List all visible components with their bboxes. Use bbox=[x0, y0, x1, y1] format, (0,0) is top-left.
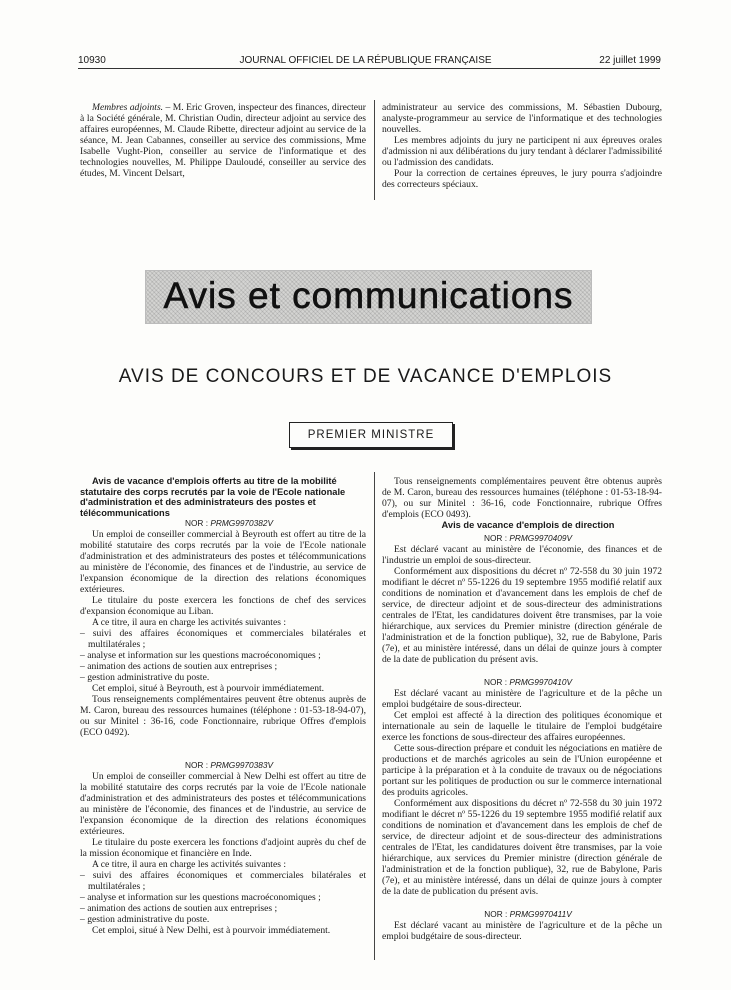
membres-adjoints-text: – M. Eric Groven, inspecteur des finances, directeur à la Société générale, M. Christian Oudin, directeur adjoint au service des affaires européennes, M. Claude Ribette, directeur adjoint au service de la séance, M. Jean Cabannes, conseiller au service des commissions, Mme Isabelle Vught-Pion, conseiller au service de l'informatique et des technologies nouvelles, M. Philippe Dauloudé, conseiller au service des études, M. Vincent Delsart, bbox=[80, 102, 366, 179]
paragraph: Les membres adjoints du jury ne participent ni aux épreuves orales d'admission ni aux délibérations du jury tendant à déclarer l'admissibilité ou l'admission des candidats. bbox=[382, 135, 662, 168]
nor-reference bbox=[80, 518, 366, 529]
header-rule bbox=[78, 68, 660, 69]
nor-label: NOR : bbox=[184, 760, 211, 770]
left-column bbox=[80, 476, 366, 936]
column-divider-top bbox=[374, 100, 375, 200]
paragraph: Est déclaré vacant au ministère de l'agriculture et de la pêche un emploi budgétaire de sous-directeur. bbox=[382, 920, 662, 942]
paragraph: Cet emploi, situé à New Delhi, est à pourvoir immédiatement. bbox=[92, 925, 331, 936]
list-item: – analyse et information sur les questions macroéconomiques ; bbox=[80, 650, 321, 661]
paragraph: Tous renseignements complémentaires peuvent être obtenus auprès de M. Caron, bureau des ressources humaines (téléphone : 01-53-18-94-07), ou sur Minitel : 36-16, code Fonctionnaire, rubrique Offres d'emplois (ECO 0492). bbox=[80, 694, 366, 738]
top-left-column bbox=[80, 102, 366, 179]
paragraph: Un emploi de conseiller commercial à Beyrouth est offert au titre de la mobilité statutaire des corps recrutés par la voie de l'Ecole nationale d'administration et des administrateurs des postes et télécommunications au ministère de l'économie, des finances et de l'industrie, au service de l'expansion économique de la direction des relations économiques extérieures. bbox=[80, 529, 366, 595]
nor-label: NOR : bbox=[483, 677, 510, 687]
banner-title: Avis et communications bbox=[163, 275, 574, 316]
nor-reference bbox=[382, 533, 662, 544]
paragraph: Conformément aux dispositions du décret nº 72-558 du 30 juin 1972 modifiant le décret nº 55-1226 du 19 septembre 1955 modifié relatif aux conditions de nomination et d'avancement dans les emplois de chef de service, de directeur adjoint et de sous-directeur des administrations centrales de l'Etat, les candidatures doivent être transmises, par la voie hiérarchique, aux services du Premier ministre (direction générale de l'administration et de la fonction publique), 32, rue de Babylone, Paris (7e), et au ministère intéressé, dans un délai de quinze jours à compter de la date de publication du présent avis. bbox=[382, 566, 662, 665]
list-item: – suivi des affaires économiques et commerciales bilatérales et multilatérales ; bbox=[80, 870, 366, 892]
top-right-column bbox=[382, 102, 662, 190]
list-item: – analyse et information sur les questions macroéconomiques ; bbox=[80, 892, 321, 903]
paragraph: administrateur au service des commissions, M. Sébastien Dubourg, analyste-programmeur au service de l'informatique et des technologies nouvelles. bbox=[382, 102, 662, 135]
list-item: – gestion administrative du poste. bbox=[80, 914, 210, 925]
paragraph: A ce titre, il aura en charge les activités suivantes : bbox=[92, 617, 287, 628]
nor-code: PRMG9970383V bbox=[210, 760, 274, 770]
section-banner bbox=[145, 270, 592, 324]
list-item: – gestion administrative du poste. bbox=[80, 672, 210, 683]
list-item: – suivi des affaires économiques et commerciales bilatérales et multilatérales ; bbox=[80, 628, 366, 650]
section-title: AVIS DE CONCOURS ET DE VACANCE D'EMPLOIS bbox=[118, 366, 613, 387]
paragraph: Tous renseignements complémentaires peuvent être obtenus auprès de M. Caron, bureau des ressources humaines (téléphone : 01-53-18-94-07), ou sur Minitel : 36-16, code Fonctionnaire, rubrique Offres d'emplois (ECO 0493). bbox=[382, 476, 662, 520]
page-number: 10930 bbox=[78, 55, 106, 66]
nor-reference bbox=[80, 760, 366, 771]
article-title: Avis de vacance d'emplois de direction bbox=[441, 520, 615, 530]
column-divider bbox=[374, 472, 375, 960]
ministry-label: PREMIER MINISTRE bbox=[307, 429, 435, 441]
paragraph: Cet emploi est affecté à la direction des politiques économique et internationale au sein de laquelle le titulaire de l'emploi budgétaire exerce les fonctions de sous-directeur des affaires européennes. bbox=[382, 710, 662, 743]
list-item: – animation des actions de soutien aux entreprises ; bbox=[80, 661, 278, 672]
paragraph: Le titulaire du poste exercera les fonctions d'adjoint auprès du chef de la mission économique et financière en Inde. bbox=[80, 837, 366, 859]
nor-code: PRMG9970382V bbox=[210, 518, 274, 528]
nor-code: PRMG9970411V bbox=[509, 909, 572, 919]
nor-label: NOR : bbox=[184, 518, 211, 528]
nor-label: NOR : bbox=[483, 533, 510, 543]
journal-title: JOURNAL OFFICIEL DE LA RÉPUBLIQUE FRANÇAISE bbox=[239, 55, 492, 66]
nor-code: PRMG9970409V bbox=[509, 533, 573, 543]
nor-reference bbox=[382, 909, 662, 920]
paragraph: Le titulaire du poste exercera les fonctions de chef des services d'expansion économique au Liban. bbox=[80, 595, 366, 617]
paragraph: Est déclaré vacant au ministère de l'économie, des finances et de l'industrie un emploi de sous-directeur. bbox=[382, 544, 662, 566]
article-title: Avis de vacance d'emplois offerts au titre de la mobilité statutaire des corps recrutés par la voie de l'Ecole nationale d'administration et des administrateurs des postes et télécommunications bbox=[80, 476, 346, 518]
paragraph: Un emploi de conseiller commercial à New Delhi est offert au titre de la mobilité statutaire des corps recrutés par la voie de l'Ecole nationale d'administration et des administrateurs des postes et télécommunications au ministère de l'économie, des finances et de l'industrie, au service de l'expansion économique de la direction des relations économiques extérieures. bbox=[80, 771, 366, 837]
paragraph: A ce titre, il aura en charge les activités suivantes : bbox=[92, 859, 287, 870]
publication-date: 22 juillet 1999 bbox=[599, 55, 661, 66]
paragraph: Conformément aux dispositions du décret nº 72-558 du 30 juin 1972 modifiant le décret nº 55-1226 du 19 septembre 1955 modifié relatif aux conditions de nomination et d'avancement dans les emplois de chef de service, de directeur adjoint et de sous-directeur des administrations centrales de l'Etat, les candidatures doivent être transmises, par la voie hiérarchique, aux services du Premier ministre (direction générale de l'administration et de la fonction publique), 32, rue de Babylone, Paris (7e), et au ministère intéressé, dans un délai de quinze jours à compter de la date de publication du présent avis. bbox=[382, 798, 662, 897]
ministry-box bbox=[289, 422, 453, 448]
paragraph: Cette sous-direction prépare et conduit les négociations en matière de productions et de marchés agricoles au sein de l'Union européenne et participe à la préparation et à la conduite de travaux ou de négociations portant sur les politiques de production ou sur le commerce international des produits agricoles. bbox=[382, 743, 662, 798]
nor-label: NOR : bbox=[484, 909, 510, 919]
paragraph: Cet emploi, situé à Beyrouth, est à pourvoir immédiatement. bbox=[92, 683, 325, 694]
nor-reference bbox=[382, 677, 662, 688]
membres-adjoints-lead: Membres adjoints. bbox=[92, 102, 164, 113]
nor-code: PRMG9970410V bbox=[509, 677, 573, 687]
paragraph: Est déclaré vacant au ministère de l'agriculture et de la pêche un emploi budgétaire de sous-directeur. bbox=[382, 688, 662, 710]
paragraph: Pour la correction de certaines épreuves, le jury pourra s'adjoindre des correcteurs spéciaux. bbox=[382, 168, 662, 190]
membres-adjoints-paragraph bbox=[80, 102, 366, 179]
right-column bbox=[382, 476, 662, 942]
list-item: – animation des actions de soutien aux entreprises ; bbox=[80, 903, 278, 914]
